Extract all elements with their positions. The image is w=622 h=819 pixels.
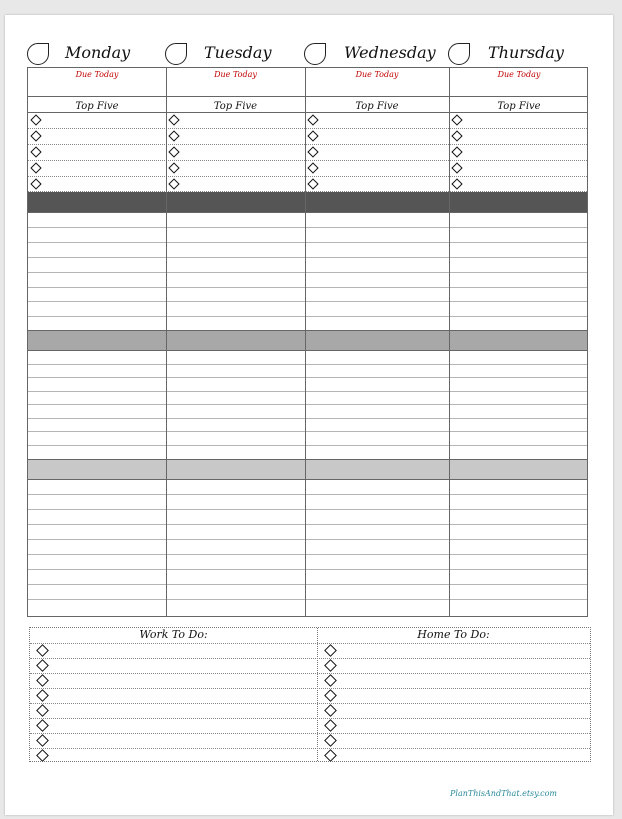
todo-checkbox[interactable] <box>36 704 49 717</box>
todo-checkbox[interactable] <box>324 674 337 687</box>
top-five-row-line <box>28 160 587 161</box>
todo-checkbox[interactable] <box>324 719 337 732</box>
todo-checkbox[interactable] <box>324 689 337 702</box>
todo-checkbox[interactable] <box>324 659 337 672</box>
section-row-line <box>28 599 587 600</box>
todo-checkbox[interactable] <box>36 734 49 747</box>
day-header-monday <box>27 41 165 67</box>
top-five-checkbox[interactable] <box>307 130 318 141</box>
due-today-label: Due Today <box>355 70 399 79</box>
due-separator <box>28 96 587 97</box>
top-five-checkbox[interactable] <box>451 178 462 189</box>
top-five-checkbox[interactable] <box>30 130 41 141</box>
section-row-line <box>28 509 587 510</box>
home-todo-title: Home To Do: <box>417 628 490 641</box>
column-divider <box>166 68 167 616</box>
top-five-checkbox[interactable] <box>307 178 318 189</box>
due-today-label: Due Today <box>497 70 541 79</box>
day-name: Wednesday <box>344 43 436 62</box>
day-name: Monday <box>65 43 131 62</box>
top-five-checkbox[interactable] <box>168 162 179 173</box>
top-five-checkbox[interactable] <box>168 130 179 141</box>
todo-checkbox[interactable] <box>324 734 337 747</box>
section-row-line <box>28 584 587 585</box>
todo-checkbox[interactable] <box>36 749 49 762</box>
todo-checkbox[interactable] <box>324 704 337 717</box>
section-row-line <box>28 539 587 540</box>
day-name: Tuesday <box>204 43 272 62</box>
todo-row-line <box>30 643 590 644</box>
section-band-bottom <box>28 212 587 213</box>
column-divider <box>449 68 450 616</box>
section-row-line <box>28 418 587 419</box>
top-five-checkbox[interactable] <box>307 114 318 125</box>
top-five-row-line <box>28 176 587 177</box>
todo-checkbox[interactable] <box>36 644 49 657</box>
weekly-grid <box>27 67 588 617</box>
todo-row-line <box>30 718 590 719</box>
day-checkbox[interactable] <box>448 43 470 65</box>
todo-section <box>29 627 591 762</box>
section-row-line <box>28 377 587 378</box>
top-five-label: Top Five <box>213 101 258 112</box>
top-five-row-line <box>28 144 587 145</box>
todo-divider <box>317 628 318 761</box>
todo-checkbox[interactable] <box>36 719 49 732</box>
day-checkbox[interactable] <box>165 43 187 65</box>
todo-row-line <box>30 748 590 749</box>
top-five-checkbox[interactable] <box>168 146 179 157</box>
section-row-line <box>28 301 587 302</box>
top-five-checkbox[interactable] <box>168 114 179 125</box>
section-row-line <box>28 272 587 273</box>
todo-checkbox[interactable] <box>36 674 49 687</box>
section-row-line <box>28 404 587 405</box>
day-checkbox[interactable] <box>27 43 49 65</box>
planner-page <box>5 15 613 815</box>
section-row-line <box>28 227 587 228</box>
section-row-line <box>28 316 587 317</box>
top-five-checkbox[interactable] <box>451 130 462 141</box>
todo-row-line <box>30 733 590 734</box>
top-five-checkbox[interactable] <box>451 114 462 125</box>
top-five-label: Top Five <box>75 101 119 112</box>
day-name: Thursday <box>488 43 564 62</box>
section-band <box>28 192 587 212</box>
todo-checkbox[interactable] <box>324 749 337 762</box>
top-five-checkbox[interactable] <box>307 146 318 157</box>
section-row-line <box>28 257 587 258</box>
todo-row-line <box>30 673 590 674</box>
footer-site: PlanThisAndThat.etsy.com <box>450 789 558 798</box>
day-header-thursday <box>448 41 588 67</box>
todo-row-line <box>30 658 590 659</box>
work-todo-title: Work To Do: <box>139 628 208 641</box>
top-five-label: Top Five <box>355 101 399 112</box>
top-five-checkbox[interactable] <box>168 178 179 189</box>
due-today-label: Due Today <box>75 70 119 79</box>
topfive-separator <box>28 112 587 113</box>
section-row-line <box>28 287 587 288</box>
top-five-label: Top Five <box>497 101 541 112</box>
section-row-line <box>28 431 587 432</box>
top-five-row-line <box>28 128 587 129</box>
top-five-checkbox[interactable] <box>307 162 318 173</box>
todo-checkbox[interactable] <box>36 659 49 672</box>
section-band <box>28 460 587 479</box>
todo-row-line <box>30 688 590 689</box>
top-five-checkbox[interactable] <box>30 114 41 125</box>
section-row-line <box>28 391 587 392</box>
top-five-checkbox[interactable] <box>30 162 41 173</box>
top-five-checkbox[interactable] <box>451 162 462 173</box>
day-header-wednesday <box>304 41 448 67</box>
section-row-line <box>28 524 587 525</box>
top-five-checkbox[interactable] <box>451 146 462 157</box>
section-band-bottom <box>28 350 587 351</box>
section-row-line <box>28 364 587 365</box>
todo-checkbox[interactable] <box>324 644 337 657</box>
section-band-bottom <box>28 479 587 480</box>
todo-checkbox[interactable] <box>36 689 49 702</box>
todo-row-line <box>30 703 590 704</box>
section-row-line <box>28 494 587 495</box>
column-divider <box>305 68 306 616</box>
section-row-line <box>28 569 587 570</box>
top-five-checkbox[interactable] <box>30 146 41 157</box>
top-five-checkbox[interactable] <box>30 178 41 189</box>
section-row-line <box>28 554 587 555</box>
day-header-tuesday <box>165 41 304 67</box>
section-band <box>28 331 587 350</box>
section-row-line <box>28 242 587 243</box>
due-today-label: Due Today <box>214 70 257 79</box>
section-row-line <box>28 445 587 446</box>
day-checkbox[interactable] <box>304 43 326 65</box>
